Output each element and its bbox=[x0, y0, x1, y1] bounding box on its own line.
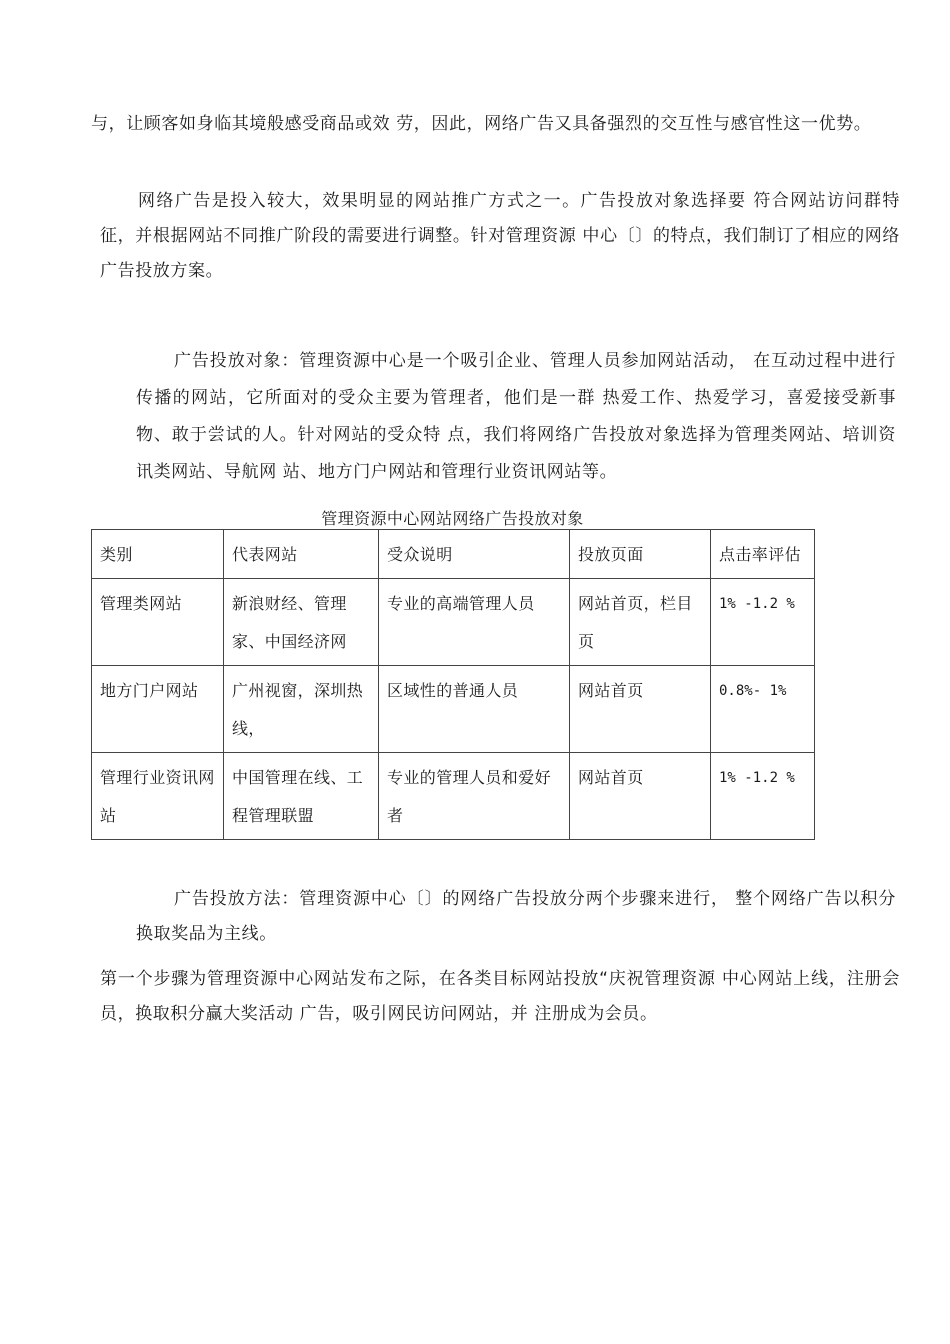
cell-audience: 专业的管理人员和爱好者 bbox=[379, 753, 570, 840]
cell-ctr-estimate: 1% -1.2 % bbox=[711, 579, 815, 666]
table-row bbox=[92, 666, 815, 753]
header-category: 类别 bbox=[92, 530, 224, 579]
header-audience: 受众说明 bbox=[379, 530, 570, 579]
cell-audience: 专业的高端管理人员 bbox=[379, 579, 570, 666]
cell-placement-page: 网站首页，栏目页 bbox=[570, 579, 711, 666]
cell-representative-sites: 广州视窗，深圳热线， bbox=[224, 666, 379, 753]
cell-ctr-estimate: 0.8%- 1% bbox=[711, 666, 815, 753]
paragraph-ad-method: 广告投放方法：管理资源中心〔〕的网络广告投放分两个步骤来进行， 整个网络广告以积分换取奖品为主线。 bbox=[136, 889, 896, 944]
table-header-row bbox=[92, 530, 815, 579]
header-placement-page: 投放页面 bbox=[570, 530, 711, 579]
paragraph-ad-targets: 广告投放对象：管理资源中心是一个吸引企业、管理人员参加网站活动， 在互动过程中进行传播的网站，它所面对的受众主要为管理者，他们是一群 热爱工作、热爱学习，喜爱接受新事物、敢于尝试的人。针对网站的受众特 点，我们将网络广告投放对象选择为管理类网站、培训资讯类网站、导航网 站、地方门户网站和管理行业资讯网站等。 bbox=[136, 351, 896, 482]
cell-category: 地方门户网站 bbox=[92, 666, 224, 753]
header-representative-sites: 代表网站 bbox=[224, 530, 379, 579]
cell-representative-sites: 中国管理在线、工程管理联盟 bbox=[224, 753, 379, 840]
paragraph-step-one: 第一个步骤为管理资源中心网站发布之际，在各类目标网站投放“庆祝管理资源 中心网站上线，注册会员，换取积分赢大奖活动 广告，吸引网民访问网站，并 注册成为会员。 bbox=[100, 969, 900, 1024]
cell-placement-page: 网站首页 bbox=[570, 666, 711, 753]
cell-audience: 区域性的普通人员 bbox=[379, 666, 570, 753]
header-ctr-estimate: 点击率评估 bbox=[711, 530, 815, 579]
paragraph-intro: 网络广告是投入较大，效果明显的网站推广方式之一。广告投放对象选择要 符合网站访问群特征，并根据网站不同推广阶段的需要进行调整。针对管理资源 中心〔〕的特点，我们制订了相应的网络广告投放方案。 bbox=[100, 191, 900, 281]
table-row bbox=[92, 579, 815, 666]
paragraph-continuation: 与，让顾客如身临其境般感受商品或效 劳，因此，网络广告又具备强烈的交互性与感官性这一优势。 bbox=[91, 114, 872, 134]
table-caption: 管理资源中心网站网络广告投放对象 bbox=[321, 509, 584, 528]
cell-category: 管理行业资讯网站 bbox=[92, 753, 224, 840]
cell-ctr-estimate: 1% -1.2 % bbox=[711, 753, 815, 840]
cell-representative-sites: 新浪财经、管理家、中国经济网 bbox=[224, 579, 379, 666]
cell-placement-page: 网站首页 bbox=[570, 753, 711, 840]
table-row bbox=[92, 753, 815, 840]
cell-category: 管理类网站 bbox=[92, 579, 224, 666]
ad-targets-table bbox=[91, 529, 815, 840]
